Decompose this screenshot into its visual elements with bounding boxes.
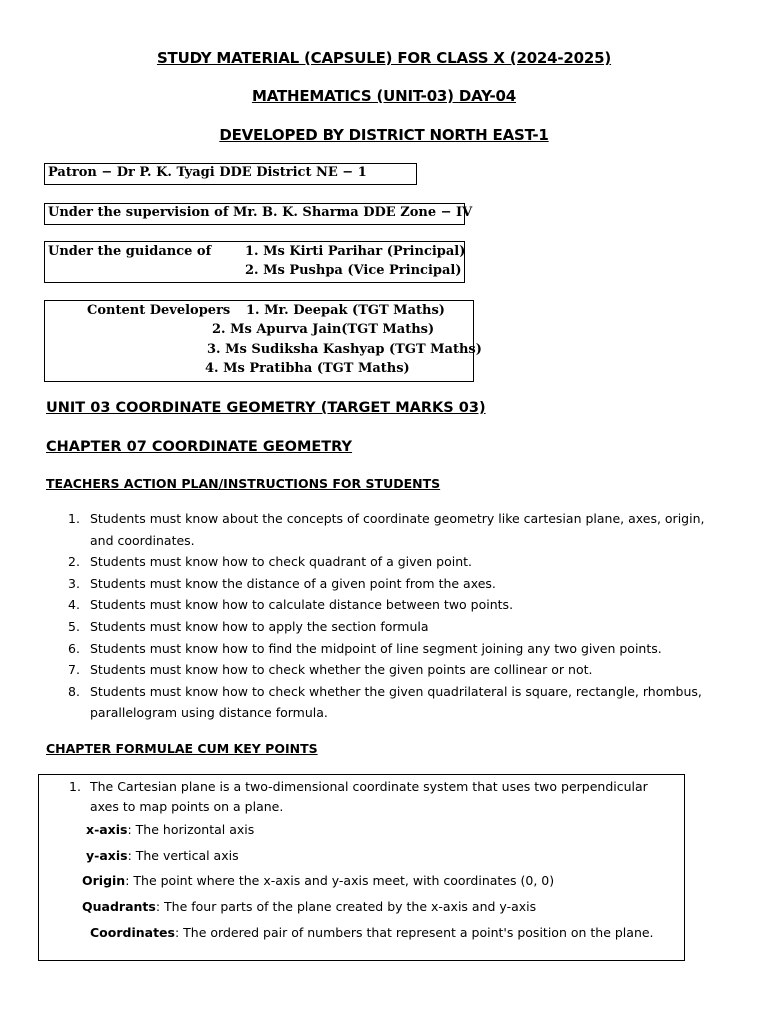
content-developer-4: 4. Ms Pratibha (TGT Maths) bbox=[205, 361, 410, 376]
supervision-text: Under the supervision of Mr. B. K. Sharma DDE Zone − IV bbox=[48, 205, 473, 220]
subject-title: MATHEMATICS (UNIT-03) DAY-04 bbox=[251, 87, 517, 105]
chapter-heading: CHAPTER 07 COORDINATE GEOMETRY bbox=[46, 439, 353, 455]
term-coordinates: Coordinates: The ordered pair of numbers that represent a point's position on the plane. bbox=[90, 925, 654, 940]
guidance-item-1: 1. Ms Kirti Parihar (Principal) bbox=[245, 244, 466, 259]
term-y-axis: y-axis: The vertical axis bbox=[86, 848, 239, 863]
term-quadrants: Quadrants: The four parts of the plane created by the x-axis and y-axis bbox=[82, 899, 537, 914]
document-title: STUDY MATERIAL (CAPSULE) FOR CLASS X (2024-2025) bbox=[156, 49, 612, 67]
content-developer-2: 2. Ms Apurva Jain(TGT Maths) bbox=[212, 322, 435, 337]
guidance-item-2: 2. Ms Pushpa (Vice Principal) bbox=[245, 263, 462, 278]
content-developers-label: Content Developers bbox=[87, 303, 231, 318]
list-item: 3. Students must know the distance of a given point from the axes. bbox=[68, 575, 496, 591]
unit-heading: UNIT 03 COORDINATE GEOMETRY (TARGET MARKS 03) bbox=[46, 400, 486, 416]
content-developers-box bbox=[44, 300, 482, 382]
formula-item-1: 1. The Cartesian plane is a two-dimensional coordinate system that uses two perpendicular axes to map points on a plane. bbox=[69, 779, 648, 814]
patron-box bbox=[44, 163, 417, 185]
list-item: 8. Students must know how to check whether the given quadrilateral is square, rectangle, rhombus, parallelogram using distance formula. bbox=[68, 683, 702, 721]
list-item: 2. Students must know how to check quadrant of a given point. bbox=[68, 554, 472, 570]
list-item: 7. Students must know how to check whether the given points are collinear or not. bbox=[68, 662, 593, 678]
action-plan-list bbox=[60, 508, 730, 724]
formulae-box bbox=[38, 774, 685, 961]
formulae-heading: CHAPTER FORMULAE CUM KEY POINTS bbox=[46, 741, 318, 756]
supervision-box bbox=[44, 203, 473, 225]
content-developer-3: 3. Ms Sudiksha Kashyap (TGT Maths) bbox=[207, 342, 482, 357]
content-developer-1: 1. Mr. Deepak (TGT Maths) bbox=[246, 303, 445, 318]
guidance-label: Under the guidance of bbox=[48, 244, 212, 259]
list-item: 6. Students must know how to find the midpoint of line segment joining any two given points. bbox=[68, 640, 662, 656]
term-x-axis: x-axis: The horizontal axis bbox=[86, 822, 255, 837]
guidance-box bbox=[44, 241, 465, 283]
list-item: 5. Students must know how to apply the section formula bbox=[68, 618, 429, 634]
list-item: 1. Students must know about the concepts of coordinate geometry like cartesian plane, axes, origin, and coordinates. bbox=[68, 511, 705, 548]
patron-text: Patron − Dr P. K. Tyagi DDE District NE − 1 bbox=[48, 165, 367, 180]
list-item: 4. Students must know how to calculate distance between two points. bbox=[68, 597, 514, 613]
term-origin: Origin: The point where the x-axis and y-axis meet, with coordinates (0, 0) bbox=[82, 873, 555, 888]
action-plan-heading: TEACHERS ACTION PLAN/INSTRUCTIONS FOR STUDENTS bbox=[46, 476, 441, 491]
developer-title: DEVELOPED BY DISTRICT NORTH EAST-1 bbox=[219, 126, 549, 144]
